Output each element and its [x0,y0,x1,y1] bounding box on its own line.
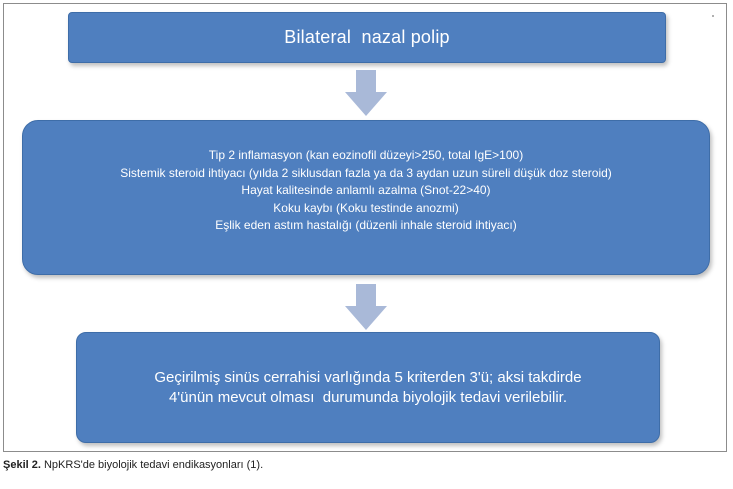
criteria-box [22,120,710,275]
top-box [68,12,666,63]
top-box-label: Bilateral nazal polip [284,27,450,47]
down-arrow-icon [345,284,387,330]
caption-text: NpKRS'de biyolojik tedavi endikasyonları (1). [40,459,264,471]
criteria-item-3: Hayat kalitesinde anlamlı azalma (Snot-22>40) [241,183,491,198]
corner-mark [712,15,714,17]
caption-label: Şekil 2. [3,459,41,471]
figure-caption [3,459,263,471]
criteria-item-2: Sistemik steroid ihtiyacı (yılda 2 siklusdan fazla ya da 3 aydan uzun süreli düşük doz steroid) [120,165,612,180]
criteria-item-1: Tip 2 inflamasyon (kan eozinofil düzeyi>250, total IgE>100) [208,148,524,162]
figure-frame [3,3,727,452]
conclusion-box [76,332,660,443]
criteria-item-5: Eşlik eden astım hastalığı (düzenli inhale steroid ihtiyacı) [215,218,517,233]
down-arrow-icon [345,70,387,116]
criteria-item-4: Koku kaybı (Koku testinde anozmi) [273,200,459,215]
conclusion-text: Geçirilmiş sinüs cerrahisi varlığında 5 kriterden 3'ü; aksi takdirde 4'ünün mevcut olması durumunda biyolojik tedavi verilebilir. [154,368,586,406]
